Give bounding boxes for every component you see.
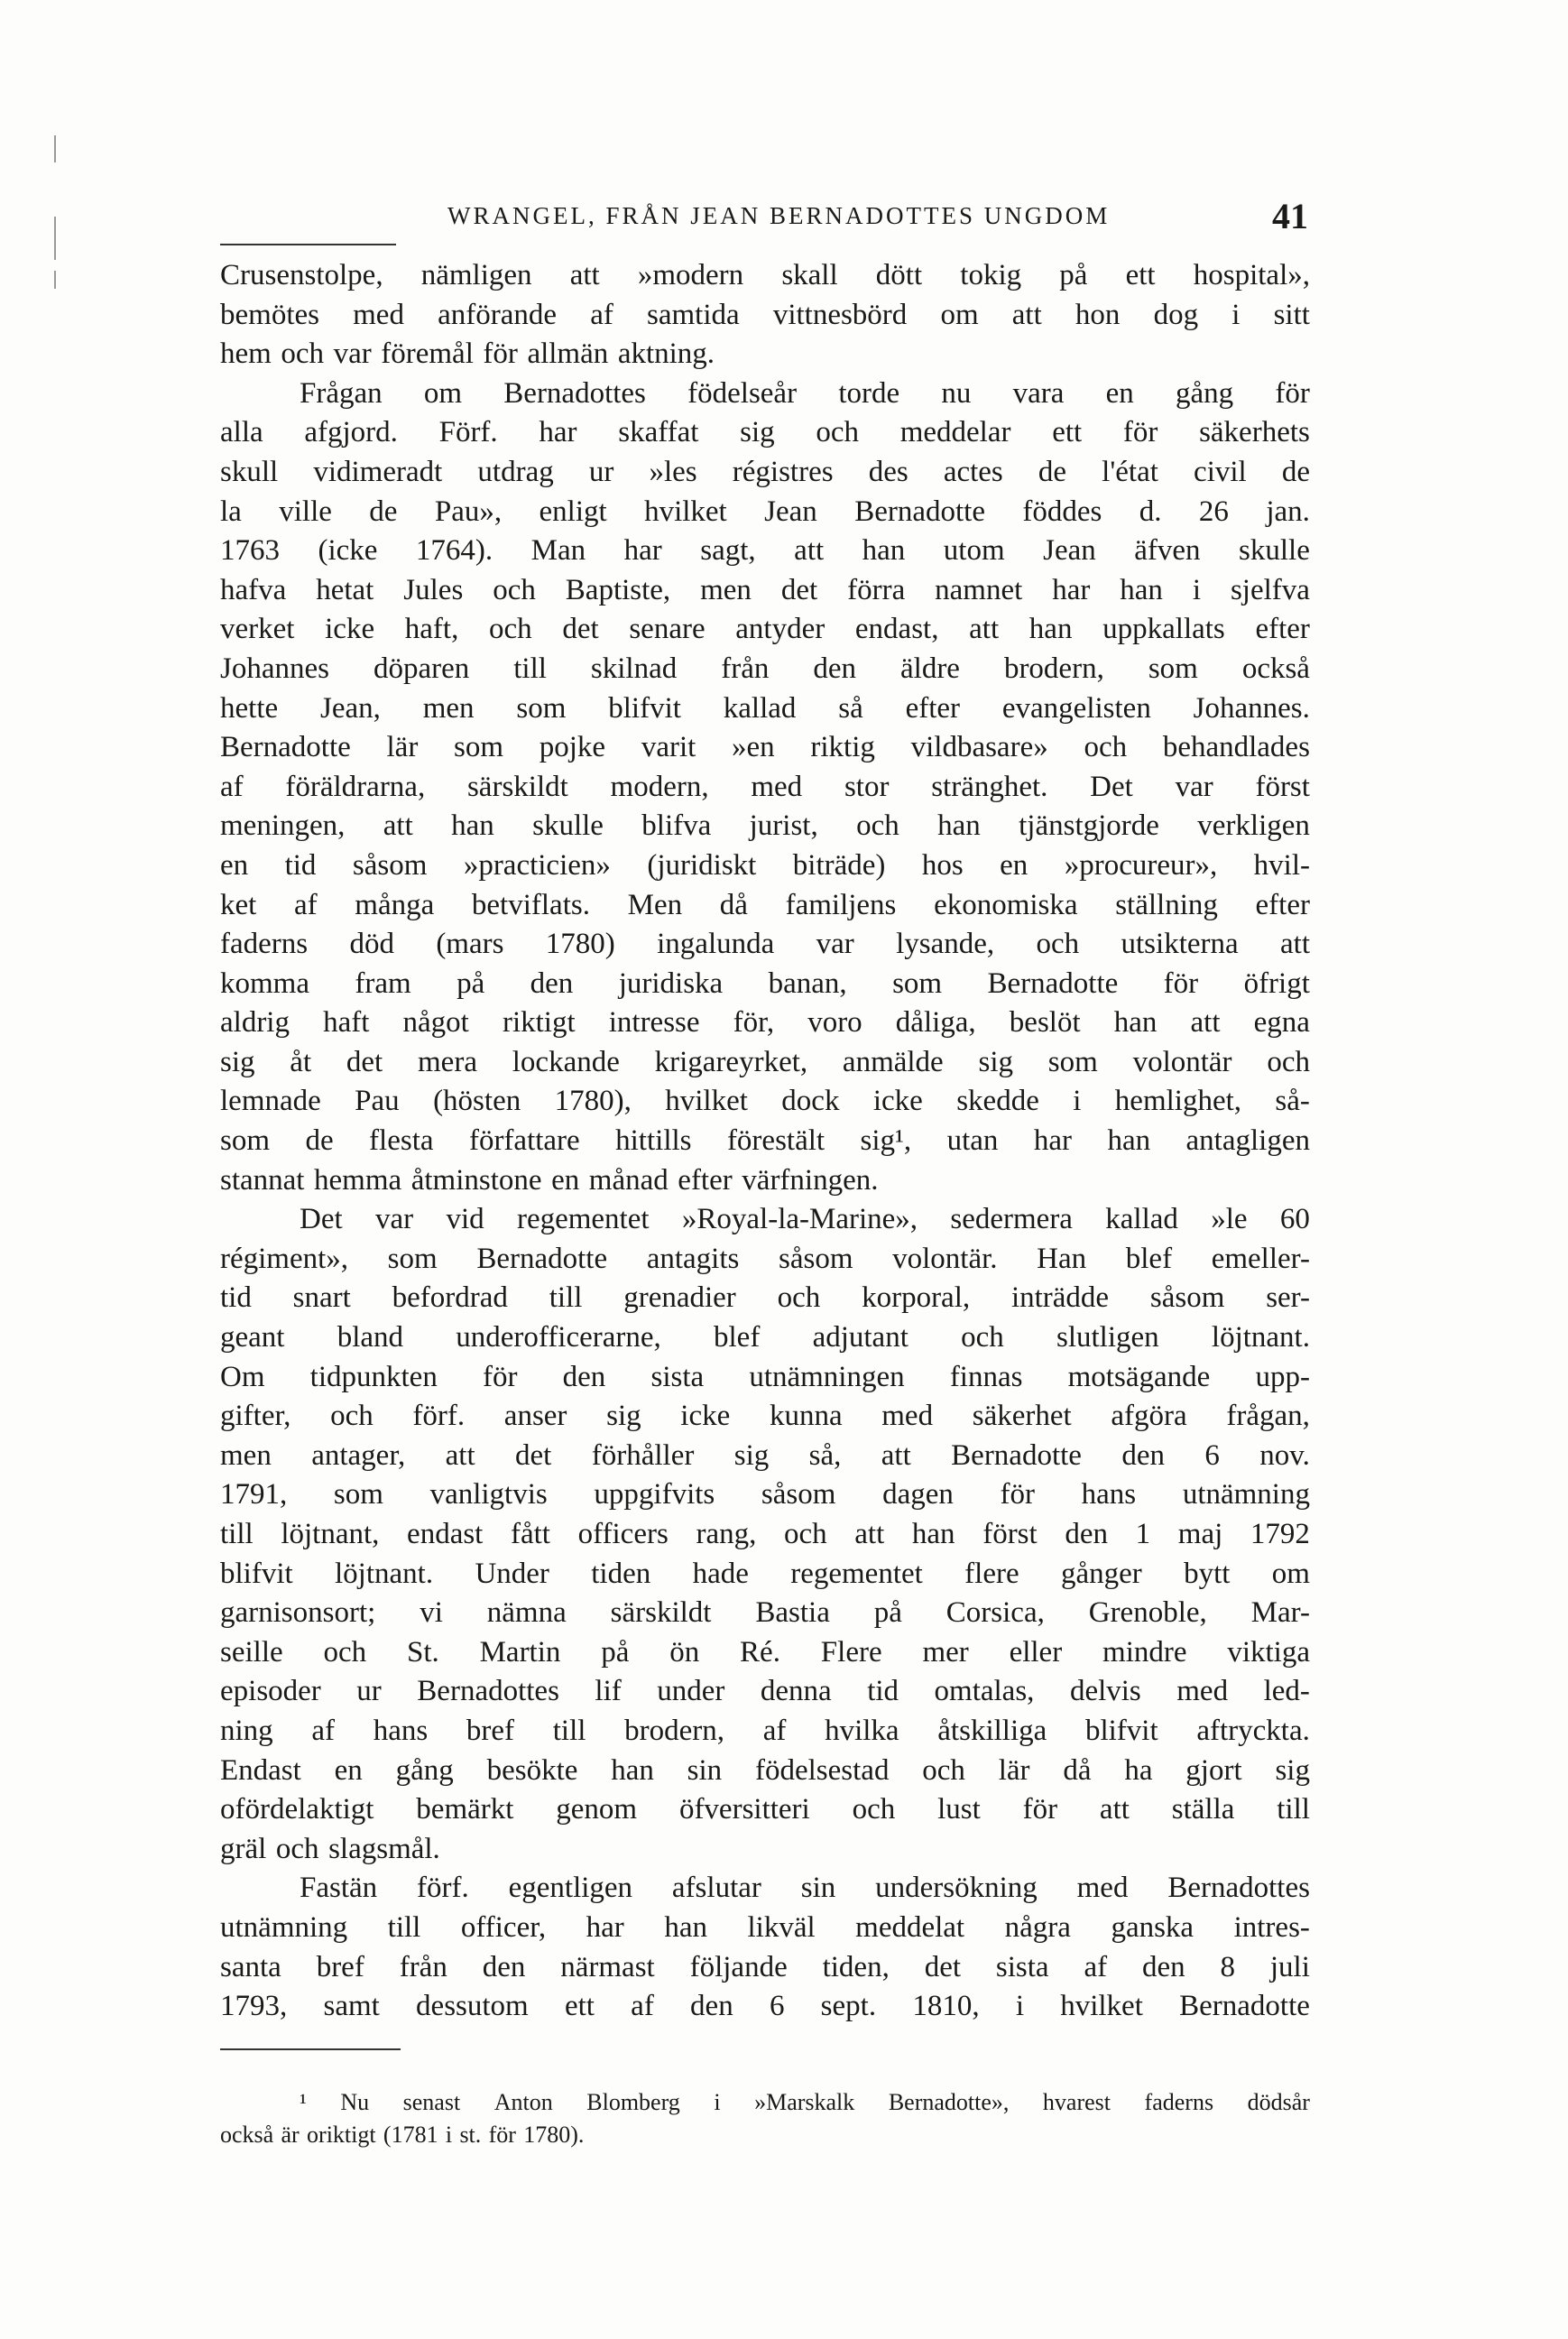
scan-margin-mark [54, 217, 56, 260]
scan-margin-mark [54, 135, 56, 162]
text-line: utnämning till officer, har han likväl meddelat några ganska intres- [220, 1910, 1310, 1944]
text-line: 1791, som vanligtvis uppgifvits såsom dagen för hans utnämning [220, 1478, 1310, 1512]
text-line: 1763 (icke 1764). Man har sagt, att han utom Jean äfven skulle [220, 534, 1310, 568]
text-line: till löjtnant, endast fått officers rang, och att han först den 1 maj 1792 [220, 1518, 1310, 1550]
text-line: ofördelaktigt bemärkt genom öfversitteri och lust för att ställa till [220, 1793, 1310, 1826]
text-line: Fastän förf. egentligen afslutar sin undersökning med Bernadottes [300, 1872, 1310, 1905]
text-line: faderns död (mars 1780) ingalunda var lysande, och utsikterna att [220, 928, 1310, 961]
text-line: la ville de Pau», enligt hvilket Jean Bernadotte föddes d. 26 jan. [220, 495, 1310, 528]
text-line: Bernadotte lär som pojke varit »en riktig vildbasare» och behandlades [220, 731, 1310, 764]
text-line: men antager, att det förhåller sig så, att Bernadotte den 6 nov. [220, 1438, 1310, 1472]
text-line: verket icke haft, och det senare antyder endast, att han uppkallats efter [220, 613, 1310, 646]
running-title: WRANGEL, FRÅN JEAN BERNADOTTES UNGDOM [447, 202, 1111, 229]
text-line: en tid såsom »practicien» (juridiskt biträde) hos en »procureur», hvil- [220, 848, 1310, 882]
text-line: komma fram på den juridiska banan, som Bernadotte för öfrigt [220, 966, 1310, 1000]
text-line: episoder ur Bernadottes lif under denna tid omtalas, delvis med led- [220, 1675, 1310, 1708]
text-line: gifter, och förf. anser sig icke kunna med säkerhet afgöra frågan, [220, 1400, 1310, 1433]
scan-margin-mark [54, 271, 56, 289]
running-head [220, 195, 1310, 238]
text-line: Endast en gång besökte han sin födelsestad och lär då ha gjort sig [220, 1753, 1310, 1787]
body-text [220, 256, 1310, 2027]
text-line: sig åt det mera lockande krigareyrket, anmälde sig som volontär och [220, 1045, 1310, 1078]
text-line: Om tidpunkten för den sista utnämningen finnas motsägande upp- [220, 1360, 1310, 1393]
text-line: bemötes med anförande af samtida vittnesbörd om att hon dog i sitt [220, 298, 1310, 331]
text-line: af föräldrarna, särskildt modern, med stor stränghet. Det var först [220, 770, 1310, 803]
text-line: aldrig haft något riktigt intresse för, voro dåliga, beslöt han att egna [220, 1006, 1310, 1040]
text-line: stannat hemma åtminstone en månad efter värfningen. [220, 1163, 879, 1197]
text-line: ning af hans bref till brodern, af hvilka åtskilliga blifvit aftryckta. [220, 1714, 1310, 1747]
footnote-rule [220, 2048, 401, 2050]
text-line: tid snart befordrad till grenadier och korporal, inträdde såsom ser- [220, 1281, 1310, 1315]
page-number: 41 [1272, 196, 1308, 236]
text-line: seille och St. Martin på ön Ré. Flere mer eller mindre viktiga [220, 1635, 1310, 1669]
text-line: Crusenstolpe, nämligen att »modern skall dött tokig på ett hospital», [220, 259, 1310, 291]
text-line: hette Jean, men som blifvit kallad så efter evangelisten Johannes. [220, 691, 1310, 725]
text-line: régiment», som Bernadotte antagits såsom volontär. Han blef emeller- [220, 1242, 1310, 1275]
text-line: garnisonsort; vi nämna särskildt Bastia på Corsica, Grenoble, Mar- [220, 1596, 1310, 1630]
text-line: ket af många betviflats. Men då familjens ekonomiska ställning efter [220, 888, 1310, 921]
text-line: lemnade Pau (hösten 1780), hvilket dock icke skedde i hemlighet, så- [220, 1085, 1310, 1118]
text-line: hem och var föremål för allmän aktning. [220, 337, 715, 371]
footnote [220, 2086, 1310, 2151]
text-line: santa bref från den närmast följande tiden, det sista af den 8 juli [220, 1950, 1310, 1983]
text-line: Det var vid regementet »Royal-la-Marine», sedermera kallad »le 60 [300, 1203, 1310, 1236]
text-line: alla afgjord. Förf. har skaffat sig och meddelar ett för säkerhets [220, 416, 1310, 449]
text-line: meningen, att han skulle blifva jurist, och han tjänstgjorde verkligen [220, 809, 1310, 843]
text-line: hafva hetat Jules och Baptiste, men det förra namnet har han i sjelfva [220, 573, 1310, 606]
text-line: 1793, samt dessutom ett af den 6 sept. 1810, i hvilket Bernadotte [220, 1990, 1310, 2023]
text-line: också är oriktigt (1781 i st. för 1780). [220, 2122, 585, 2148]
text-line: Frågan om Bernadottes födelseår torde nu vara en gång för [300, 376, 1310, 410]
text-line: skull vidimeradt utdrag ur »les régistres des actes de l'état civil de [220, 455, 1310, 488]
text-line: gräl och slagsmål. [220, 1832, 440, 1865]
header-rule [220, 244, 396, 245]
text-line: som de flesta författare hittills förestält sig¹, utan har han antagligen [220, 1124, 1310, 1158]
text-line: ¹ Nu senast Anton Blomberg i »Marskalk Bernadotte», hvarest faderns dödsår [300, 2089, 1310, 2115]
text-line: Johannes döparen till skilnad från den äldre brodern, som också [220, 652, 1310, 685]
text-line: blifvit löjtnant. Under tiden hade regementet flere gånger bytt om [220, 1557, 1310, 1590]
text-line: geant bland underofficerarne, blef adjutant och slutligen löjtnant. [220, 1321, 1310, 1354]
